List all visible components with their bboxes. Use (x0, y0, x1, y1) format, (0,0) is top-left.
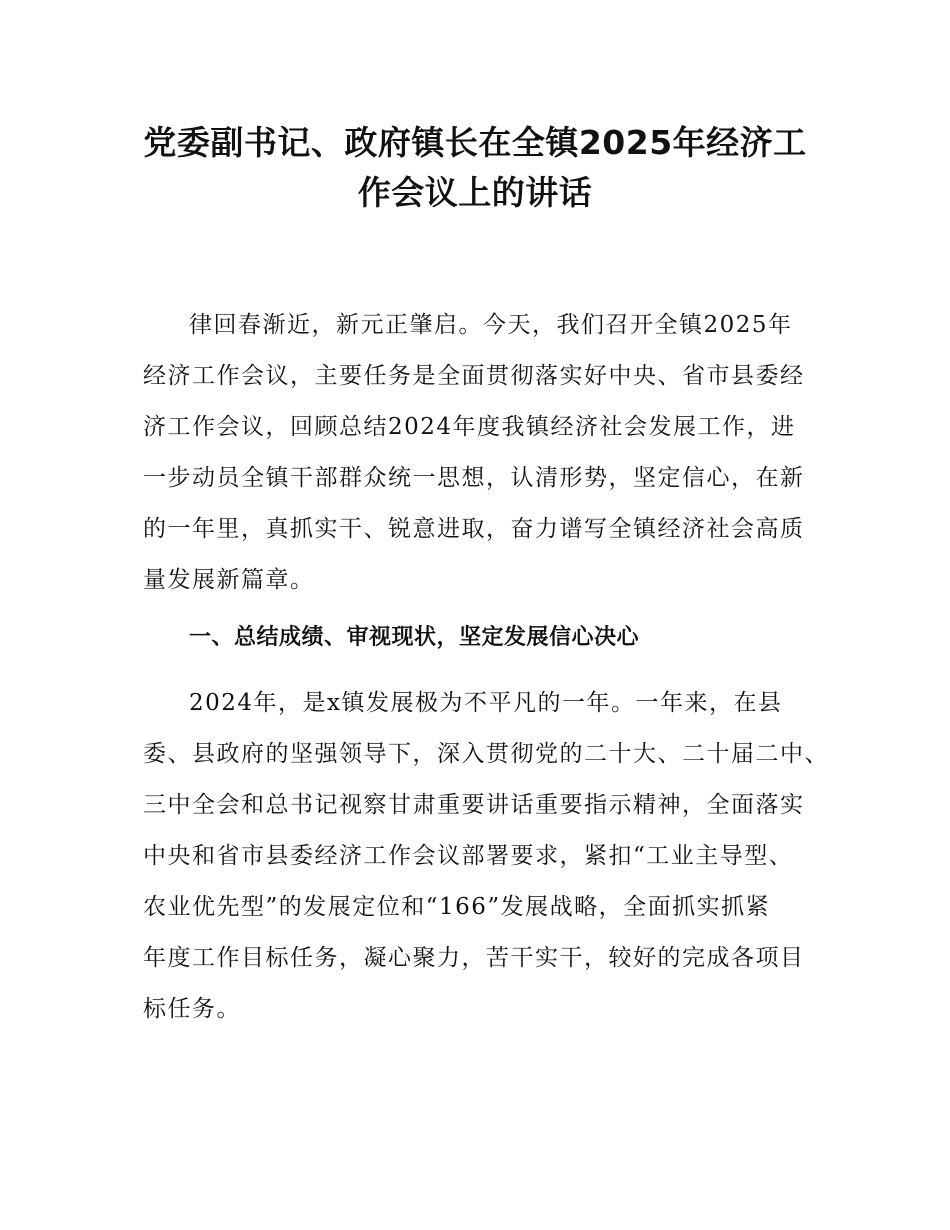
paragraph-line: 的一年里，真抓实干、锐意进取，奋力谱写全镇经济社会高质 (143, 516, 805, 542)
paragraph-line: 济工作会议，回顾总结2024年度我镇经济社会发展工作，进 (143, 414, 796, 440)
paragraph-line: 三中全会和总书记视察甘肃重要讲话重要指示精神，全面落实 (143, 792, 805, 818)
paragraph-line: 律回春渐近，新元正肇启。今天，我们召开全镇2025年 (189, 312, 793, 338)
title-line-2: 作会议上的讲话 (357, 173, 593, 212)
paragraph-line: 年度工作目标任务，凝心聚力，苦干实干，较好的完成各项目 (143, 945, 805, 971)
paragraph-line: 委、县政府的坚强领导下，深入贯彻党的二十大、二十届二中、 (143, 741, 829, 767)
paragraph-line: 量发展新篇章。 (143, 567, 315, 593)
paragraph-achievements (143, 678, 829, 1035)
paragraph-line: 中央和省市县委经济工作会议部署要求，紧扣“工业主导型、 (143, 843, 794, 869)
paragraph-line: 标任务。 (143, 996, 241, 1022)
paragraph-line: 2024年，是x镇发展极为不平凡的一年。一年来，在县 (189, 690, 783, 716)
paragraph-line: 经济工作会议，主要任务是全面贯彻落实好中央、省市县委经 (143, 363, 805, 389)
paragraph-intro (143, 300, 823, 606)
section-heading: 一、总结成绩、审视现状，坚定发展信心决心 (189, 625, 640, 650)
paragraph-line: 农业优先型”的发展定位和“166”发展战略，全面抓实抓紧 (143, 894, 771, 920)
title-line-1: 党委副书记、政府镇长在全镇2025年经济工 (143, 123, 807, 162)
document-title (120, 118, 830, 218)
paragraph-line: 一步动员全镇干部群众统一思想，认清形势，坚定信心，在新 (143, 465, 805, 491)
